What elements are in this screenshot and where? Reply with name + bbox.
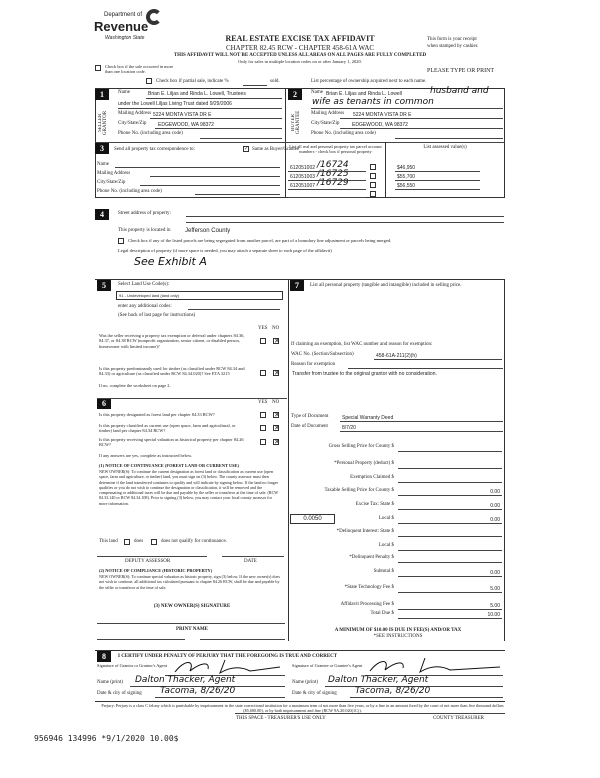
legal-description-value[interactable]: See Exhibit A <box>134 255 207 268</box>
legal-description-label: Legal description of property (if more space is needed, you may attach a separate sheet to each page of the affidavit) <box>118 248 332 253</box>
q-forest-land: Is this property designated as forest land per chapter 84.33 RCW? <box>99 412 215 417</box>
assessed-value[interactable]: $46,950 <box>397 165 416 171</box>
buyer-phone-label: Phone No. (including area code) <box>311 131 376 136</box>
seller-side-label: SELLER GRANTOR <box>98 110 108 135</box>
yes-header: YES <box>258 326 268 331</box>
see-back-note: (See back of last page for instructions) <box>118 313 196 318</box>
doc-type-value[interactable]: Special Warranty Deed <box>342 415 394 421</box>
form-chapter: CHAPTER 82.45 RCW - CHAPTER 458-61A WAC <box>225 44 375 52</box>
yes-checkbox[interactable] <box>260 439 266 445</box>
grantor-date-label: Date & city of signing <box>97 691 142 696</box>
parcel-number[interactable]: 612051002 <box>290 165 316 171</box>
fee-label: Excise Tax: State $ <box>355 502 394 507</box>
section-8-number: 8 <box>97 651 111 662</box>
does-not-label: does not qualify for continuance. <box>161 539 227 544</box>
treasurer-use-label: THIS SPACE - TREASURER'S USE ONLY <box>236 716 326 721</box>
if-yes-note: If any answers are yes, complete as instructed below. <box>99 453 193 458</box>
form-warning: THIS AFFIDAVIT WILL NOT BE ACCEPTED UNLESS ALL AREAS ON ALL PAGES ARE FULLY COMPLETED <box>173 53 427 58</box>
same-as-buyer-checkbox[interactable]: ✓ <box>244 147 249 152</box>
minimum-due-note: A MINIMUM OF $10.00 IS DUE IN FEE(S) AND/OR TAX <box>334 628 462 633</box>
yes-checkbox[interactable] <box>260 425 266 431</box>
fee-label: Total Due $ <box>370 611 394 616</box>
seller-phone-label: Phone No. (including area code) <box>118 131 183 136</box>
form-only-for: Only for sales in multiple location codes on or after January 1, 2020. <box>238 59 362 64</box>
sold-label: sold. <box>270 79 280 84</box>
corr-phone-label: Phone No. (including area code) <box>97 189 162 194</box>
seller-name[interactable]: Brian E. Liljas and Rinda L. Lowell, Trustees <box>148 91 246 97</box>
county-treasurer-label: COUNTY TREASURER <box>433 716 484 721</box>
yes-checkbox[interactable] <box>260 370 266 376</box>
receipt-note-1: This form is your receipt <box>427 37 477 42</box>
grantee-signature[interactable] <box>365 655 505 677</box>
multi-location-checkbox[interactable] <box>95 65 101 71</box>
grantee-name-label: Name (print) <box>292 680 318 685</box>
q-current-use: Is this property classified as current use (open space, farm and agricultural, or timber) land per chapter 84.34 RCW? <box>99 423 236 434</box>
does-qualify-checkbox[interactable] <box>124 539 130 545</box>
buyer-name[interactable]: Brian E. Liljas and Rinda L. Lowell <box>326 91 402 97</box>
revenue-logo-icon <box>146 9 162 25</box>
additional-codes-label: enter any additional codes: <box>118 304 172 309</box>
personal-property-checkbox[interactable] <box>370 173 376 179</box>
fee-label: Local $ <box>378 543 394 548</box>
fee-label: Gross Selling Price for County $ <box>328 444 394 449</box>
cashier-stamp: 956946 134996 *9/1/2020 10.00$ <box>34 734 179 743</box>
fee-value[interactable]: 0.00 <box>490 570 500 576</box>
no-header: NO <box>272 400 280 405</box>
assessed-value[interactable]: $55,700 <box>397 174 416 180</box>
grantor-name-label: Name (print) <box>97 680 123 685</box>
notice-continuance-title: (1) NOTICE OF CONTINUANCE (FOREST LAND OR CURRENT USE) <box>99 463 239 468</box>
multi-location-label: Check box if the sale occurred in more than one location code. <box>105 64 174 75</box>
buyer-name-label: Name <box>311 90 323 95</box>
new-owner-signature-label: (3) NEW OWNER(S) SIGNATURE <box>153 604 231 609</box>
fee-label: Subtotal $ <box>373 569 394 574</box>
logo-department: Department of <box>104 12 143 18</box>
seller-mailing-label: Mailing Address <box>118 111 152 116</box>
no-checkbox-checked[interactable]: ✕ <box>274 424 280 432</box>
wac-value[interactable]: 458-61A-211(2)(h) <box>376 353 417 359</box>
worksheet-note: If no, complete the worksheet on page 2. <box>99 383 171 388</box>
notice-compliance-text: NEW OWNER(S): To continue special valuation as historic property, sign (3) below. If the new owner(s) does not wish to continue, all additional tax calculated pursuant to chapter 84.26 RCW, shall be due and payable by the seller or transferor at the time of sale. <box>99 574 280 590</box>
no-checkbox-checked[interactable]: ✕ <box>274 337 280 345</box>
land-use-select[interactable]: 91 - Undeveloped land (land only) <box>116 291 283 300</box>
assessed-header: List assessed value(s) <box>423 145 467 150</box>
parcel-handwritten: /16729 <box>317 178 349 188</box>
buyer-name-handwritten[interactable]: husband and <box>430 86 489 96</box>
county-value[interactable]: Jefferson County <box>185 228 231 234</box>
fee-value[interactable]: 5.00 <box>490 603 500 609</box>
parcel-handwritten: /16725 <box>317 169 349 179</box>
parcel-number[interactable]: 612051007 <box>290 183 316 189</box>
corr-city-label: City/State/Zip <box>97 180 126 185</box>
certify-statement: I CERTIFY UNDER PENALTY OF PERJURY THAT THE FOREGOING IS TRUE AND CORRECT <box>118 654 338 659</box>
street-address-label: Street address of property: <box>118 211 171 216</box>
personal-property-checkbox[interactable] <box>370 191 376 197</box>
parcel-number[interactable]: 612051003 <box>290 174 316 180</box>
parcel-header: List all real and personal property tax parcel account numbers - check box if personal property <box>289 144 382 155</box>
deputy-assessor-label: DEPUTY ASSESSOR <box>125 559 171 564</box>
fee-value[interactable]: 0.00 <box>490 489 500 495</box>
perjury-notice: Perjury: Perjury is a class C felony which is punishable by imprisonment in the state correctional institution for a maximum term of not more than five years, or by a fine in an amount fixed by the court of not more than five thousand dollars ($5,000.00), or by both imprisonment and fine (RCW 9A.20.020(1C)). <box>101 703 504 713</box>
fee-label: *State Technology Fee $ <box>344 585 394 590</box>
q-historical: Is this property receiving special valuation as historical property per chapter 84.26 RCW? <box>99 437 244 448</box>
seller-mailing[interactable]: 5224 MONTA VISTA DR E <box>153 112 212 118</box>
section-3-number: 3 <box>95 143 109 154</box>
segregate-checkbox[interactable] <box>118 238 124 244</box>
buyer-mailing-label: Mailing Address <box>311 111 345 116</box>
fee-label: Taxable Selling Price for County $ <box>324 488 394 493</box>
buyer-mailing[interactable]: 5224 MONTA VISTA DR E <box>353 112 412 118</box>
q-tax-exemption: Was the seller receiving a property tax exemption or deferral under chapters 84.36, 84.37, or 84.38 RCW (nonprofit organization, senior citizen, or disabled person, homeowner with limited income)? <box>99 333 245 349</box>
no-checkbox-checked[interactable]: ✕ <box>274 411 280 419</box>
receipt-note-2: when stamped by cashier. <box>427 44 479 49</box>
personal-property-checkbox[interactable] <box>370 182 376 188</box>
see-instructions: *SEE INSTRUCTIONS <box>373 634 423 639</box>
seller-name-line2[interactable]: under the Lowell Liljas Living Trust dated 9/29/2006 <box>118 101 232 107</box>
fee-value[interactable]: 10.00 <box>487 612 500 618</box>
buyer-side-label: BUYER GRANTEE <box>291 110 301 135</box>
no-checkbox-checked[interactable]: ✕ <box>274 369 280 377</box>
this-land-label: This land <box>99 539 118 544</box>
notice-continuance-text: NEW OWNER(S): To continue the current designation as forest land or classification as current use (open space, farm and agriculture, or timber) land, you must sign on (3) below. The county assessor must then determine if the land transferred continues to qualify and will indicate by signing below. If the land no longer qualifies or you do not wish to continue the designation or classification, it will be removed and the compensating or additional taxes will be due and payable by the seller or transferor at the time of sale. (RCW 84.33.140 or RCW 84.34.108). Prior to signing (3) below, you may contact your local county assessor for more information. <box>99 469 279 506</box>
no-checkbox-checked[interactable]: ✕ <box>274 438 280 446</box>
print-name-label: PRINT NAME <box>176 627 208 632</box>
assessed-value[interactable]: $56,550 <box>397 183 416 189</box>
personal-property-checkbox[interactable] <box>370 164 376 170</box>
grantee-date-value[interactable]: Tacoma, 8/26/20 <box>355 686 431 696</box>
buyer-city[interactable]: EDGEWOOD, WA 98372 <box>352 122 408 128</box>
yes-header: YES <box>258 400 268 405</box>
fee-value[interactable]: 0.00 <box>490 503 500 509</box>
buyer-name-line2-handwritten[interactable]: wife as tenants in common <box>312 97 434 107</box>
partial-sale-label: Check box if partial sale, indicate % <box>156 79 229 84</box>
wac-label: WAC No. (Section/Subsection) <box>291 352 354 357</box>
form-title: REAL ESTATE EXCISE TAX AFFIDAVIT <box>225 34 375 43</box>
does-label: does <box>134 539 144 544</box>
section-2-number: 2 <box>288 89 302 100</box>
doc-type-label: Type of Document <box>291 414 329 419</box>
section-4-number: 4 <box>95 209 109 220</box>
fee-label: *Personal Property (deduct) $ <box>334 461 394 466</box>
does-not-qualify-checkbox[interactable] <box>151 539 157 545</box>
corr-name-label: Name <box>97 162 109 167</box>
section-7-number: 7 <box>290 280 304 291</box>
reason-value[interactable]: Transfer from trustee to the original grantor with no consideration. <box>292 371 437 377</box>
seller-name-label: Name <box>118 90 130 95</box>
doc-date-value[interactable]: 8/7/20 <box>342 425 356 431</box>
q-timber-agriculture: Is this property predominantly used for timber (as classified under RCW 84.34 and 84.33) or agriculture (as classified under RCW 84.34.020)? See ETA 3215 <box>99 366 245 377</box>
doc-date-label: Date of Document <box>291 424 328 429</box>
located-label: This property is located in <box>118 228 171 233</box>
fee-label: *Delinquent Penalty $ <box>349 555 394 560</box>
grantee-name-value[interactable]: Dalton Thacker, Agent <box>328 675 429 685</box>
grantor-signature[interactable] <box>170 657 285 677</box>
seller-city-label: City/State/Zip <box>118 121 147 126</box>
yes-checkbox[interactable] <box>260 338 266 344</box>
fee-label: Affidavit Processing Fee $ <box>340 602 394 607</box>
grantee-signature-label: Signature of Grantee or Grantee's Agent <box>292 663 363 668</box>
grantor-name-value[interactable]: Dalton Thacker, Agent <box>135 675 236 685</box>
fee-label: *Delinquent Interest: State $ <box>336 529 394 534</box>
section-6-number: 6 <box>97 398 111 409</box>
date-label: DATE <box>244 559 257 564</box>
grantor-signature-label: Signature of Grantor or Grantor's Agent <box>97 663 167 668</box>
no-header: NO <box>272 326 280 331</box>
section-1-number: 1 <box>95 89 109 100</box>
ownership-note: List percentage of ownership acquired next to each name. <box>311 79 427 84</box>
partial-sale-checkbox[interactable] <box>146 78 152 84</box>
tax-rate-field[interactable]: 0.0050 <box>290 514 335 524</box>
land-use-label: Select Land Use Code(s): <box>118 282 170 287</box>
seller-city[interactable]: EDGEWOOD, WA 98372 <box>158 122 214 128</box>
fee-label: Local $ <box>378 516 394 521</box>
fee-label: Exemption Claimed $ <box>350 475 394 480</box>
reason-label: Reason for exemption <box>291 362 336 367</box>
logo-revenue: Revenue <box>94 19 149 34</box>
fee-value[interactable]: 5.00 <box>490 586 500 592</box>
grantee-date-label: Date & city of signing <box>292 691 337 696</box>
notice-compliance-title: (2) NOTICE OF COMPLIANCE (HISTORIC PROPERTY) <box>99 568 213 573</box>
yes-checkbox[interactable] <box>260 412 266 418</box>
personal-property-label: List all personal property (tangible and intangible) included in selling price. <box>310 283 462 288</box>
buyer-city-label: City/State/Zip <box>311 121 340 126</box>
segregate-label: Check box if any of the listed parcels are being segregated from another parcel, are part of a boundary line adjustment or parcels being merged. <box>128 238 392 243</box>
grantor-date-value[interactable]: Tacoma, 8/26/20 <box>160 686 236 696</box>
same-as-buyer-label: Same as Buyer/Grantee <box>252 147 300 152</box>
corr-mailing-label: Mailing Address <box>97 171 131 176</box>
fee-value[interactable]: 0.00 <box>490 517 500 523</box>
parcel-handwritten: /16724 <box>317 160 349 170</box>
please-type: PLEASE TYPE OR PRINT <box>427 68 495 74</box>
correspondence-label: Send all property tax correspondence to: <box>114 147 195 152</box>
exemption-intro: If claiming an exemption, list WAC number and reason for exemption: <box>291 342 433 347</box>
section-5-number: 5 <box>97 280 111 291</box>
logo-subtitle: Washington State <box>105 35 145 41</box>
